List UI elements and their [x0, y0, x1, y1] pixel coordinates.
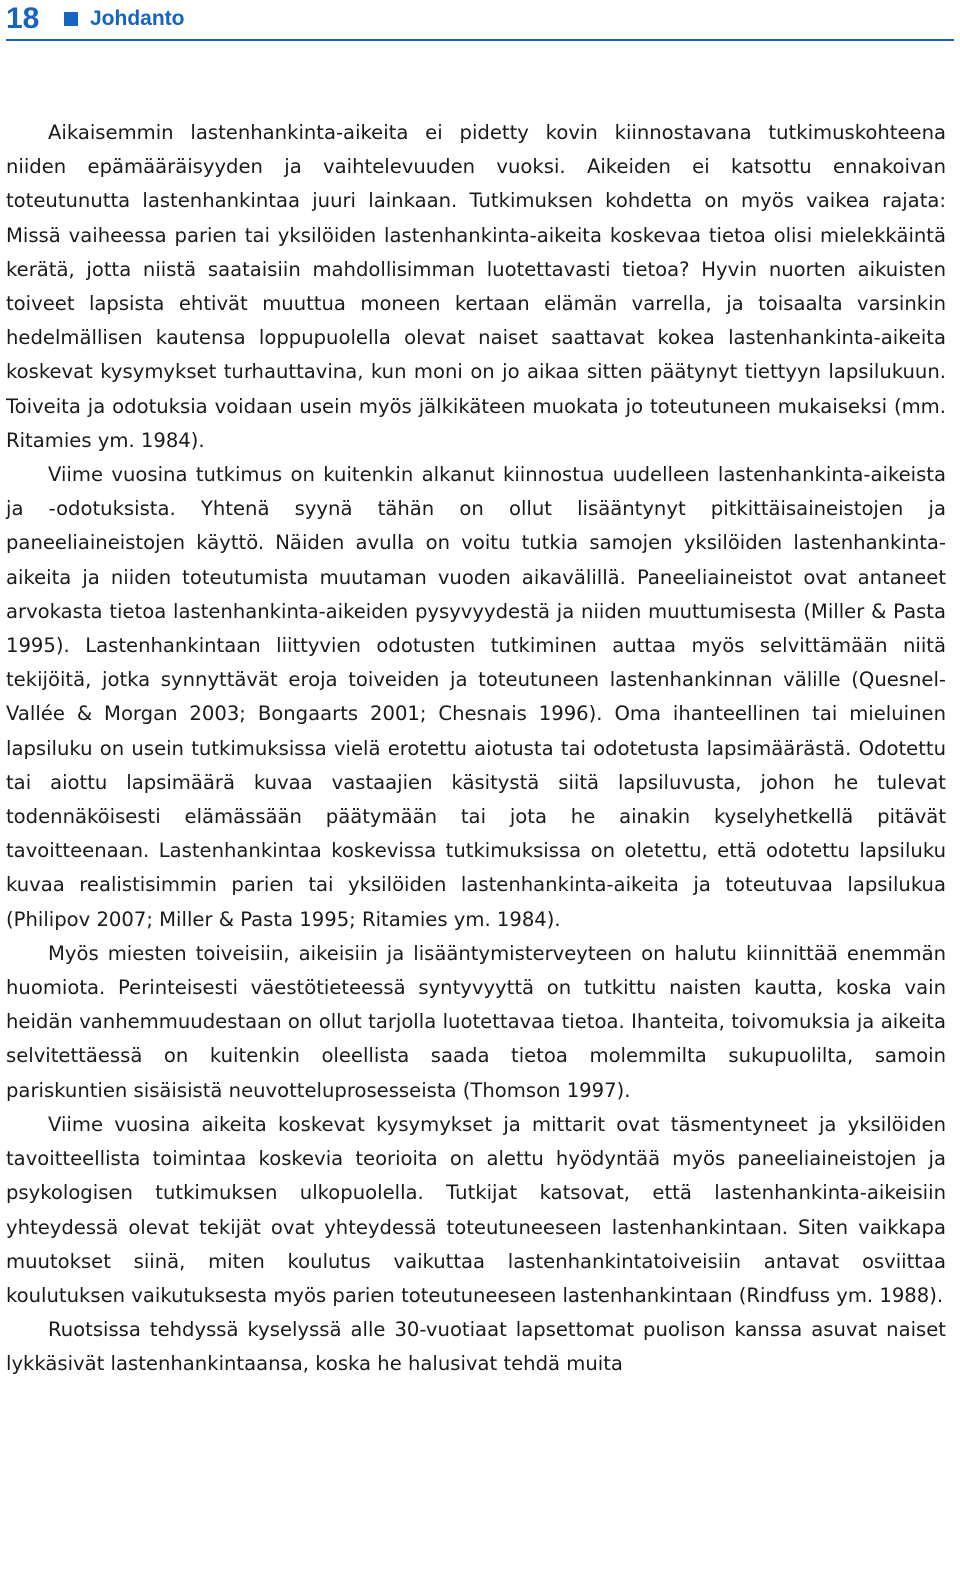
paragraph-4: Viime vuosina aikeita koskevat kysymykset ja mittarit ovat täsmentyneet ja yksilöiden tavoitteellista toimintaa koskevia teorioita on alettu hyödyntää myös paneeliaineistojen ja psykologisen tutkimuksen ulkopuolella. Tutkijat katsovat, että lastenhankinta-aikeisiin yhteydessä olevat tekijät ovat yhteydessä toteutuneeseen lastenhankintaan. Siten vaikkapa muutokset siinä, miten koulutus vaikuttaa lastenhankintatoiveisiin antavat osviittaa koulutuksen vaikutuksesta myös parien toteutuneeseen lastenhankintaan (Rindfuss ym. 1988).	[6, 1112, 946, 1307]
page-header	[6, 0, 954, 40]
paragraph-1: Aikaisemmin lastenhankinta-aikeita ei pidetty kovin kiinnostavana tutkimuskohteena niiden epämääräisyyden ja vaihtelevuuden vuoksi. Aikeiden ei katsottu ennakoivan toteutunutta lastenhankintaa juuri lainkaan. Tutkimuksen kohdetta on myös vaikea rajata: Missä vaiheessa parien tai yksilöiden lastenhankinta-aikeita koskevaa tietoa olisi mielekkäintä kerätä, jotta niistä saataisiin mahdollisimman luotettavasti tietoa? Hyvin nuorten aikuisten toiveet lapsista ehtivät muuttua moneen kertaan elämän varrella, ja toisaalta varsinkin hedelmällisen kautensa loppupuolella olevat naiset saattavat kokea lastenhankinta-aikeita koskevat kysymykset turhauttavina, kun moni on jo aikaa sitten päätynyt tiettyyn lapsilukuun. Toiveita ja odotuksia voidaan usein myös jälkikäteen muokata jo toteutuneen mukaiseksi (mm. Ritamies ym. 1984).	[6, 121, 946, 452]
header-square-marker	[64, 12, 78, 26]
body-text	[6, 116, 946, 1382]
page-number: 18	[6, 2, 40, 35]
paragraph-3: Myös miesten toiveisiin, aikeisiin ja lisääntymisterveyteen on halutu kiinnittää enemmän huomiota. Perinteisesti väestötieteessä syntyvyyttä on tutkittu naisten kautta, koska vain heidän vanhemmuudestaan on ollut tarjolla luotettavaa tietoa. Ihanteita, toivomuksia ja aikeita selvitettäessä on kuitenkin oleellista saada tietoa molemmilta sukupuolilta, samoin pariskuntien sisäisistä neuvotteluprosesseista (Thomson 1997).	[6, 941, 946, 1102]
section-title: Johdanto	[90, 7, 185, 30]
paragraph-5: Ruotsissa tehdyssä kyselyssä alle 30-vuotiaat lapsettomat puolison kanssa asuvat naiset lykkäsivät lastenhankintaansa, koska he halusivat tehdä muita	[6, 1318, 946, 1376]
paragraph-2: Viime vuosina tutkimus on kuitenkin alkanut kiinnostua uudelleen lastenhankinta-aikeista ja -odotuksista. Yhtenä syynä tähän on ollut lisääntynyt pitkittäisaineistojen ja paneeliaineistojen käyttö. Näiden avulla on voitu tutkia samojen yksilöiden lastenhankinta-aikeita ja niiden toteutumista muutaman vuoden aikavälillä. Paneeliaineistot ovat antaneet arvokasta tietoa lastenhankinta-aikeiden pysyvyydestä ja niiden muuttumisesta (Miller & Pasta 1995). Lastenhankintaan liittyvien odotusten tutkiminen auttaa myös selvittämään niitä tekijöitä, jotka synnyttävät eroja toiveiden ja toteutuneen lastenhankinnan välille (Quesnel-Vallée & Morgan 2003; Bongaarts 2001; Chesnais 1996). Oma ihanteellinen tai mieluinen lapsiluku on usein tutkimuksissa vielä erotettu aiotusta tai odotetusta lapsimäärästä. Odotettu tai aiottu lapsimäärä kuvaa vastaajien käsitystä siitä lapsiluvusta, johon he tulevat todennäköisesti elämässään päätymään tai jota he ainakin kyselyhetkellä pitävät tavoitteenaan. Lastenhankintaa koskevissa tutkimuksissa on oletettu, että odotettu lapsiluku kuvaa realistisimmin parien tai yksilöiden lastenhankinta-aikeita ja toteutuvaa lapsilukua (Philipov 2007; Miller & Pasta 1995; Ritamies ym. 1984).	[6, 463, 946, 931]
header-divider	[6, 39, 954, 41]
